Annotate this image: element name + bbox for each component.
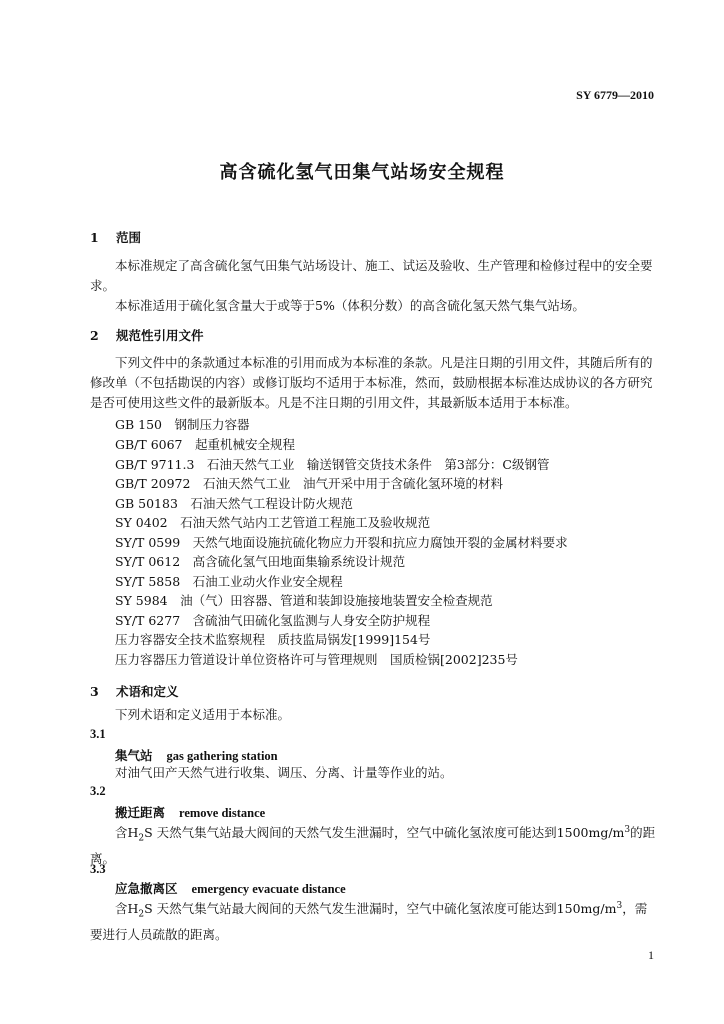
section-3-heading [90,682,179,700]
section-number: 1 [90,230,99,245]
section-number: 2 [90,328,99,343]
reference-item: GB 150 钢制压力容器 [115,417,250,432]
section-title: 规范性引用文件 [116,328,204,343]
page-number: 1 [648,948,654,962]
term-en: remove distance [179,806,266,820]
reference-item: SY/T 6277 含硫油气田硫化氢监测与人身安全防护规程 [115,613,431,628]
paragraph: 本标准适用于硫化氢含量大于或等于5%（体积分数）的高含硫化氢天然气集气站场。 [115,298,585,313]
reference-item: SY/T 0612 高含硫化氢气田地面集输系统设计规范 [115,554,406,569]
clause-number: 3.3 [90,862,106,876]
reference-item: SY/T 0599 天然气地面设施抗硫化物应力开裂和抗应力腐蚀开裂的金属材料要求 [115,535,568,550]
reference-item: 压力容器压力管道设计单位资格许可与管理规则 国质检锅[2002]235号 [115,652,518,667]
clause-number: 3.2 [90,784,106,798]
paragraph: 下列文件中的条款通过本标准的引用而成为本标准的条款。凡是注日期的引用文件，其随后所有的修改单（不包括勘误的内容）或修订版均不适用于本标准，然而，鼓励根据本标准达成协议的各方研究是否可使用这些文件的最新版本。凡是不注日期的引用文件，其最新版本适用于本标准。 [90,355,653,410]
reference-item: 压力容器安全技术监察规程 质技监局锅发[1999]154号 [115,632,431,647]
reference-item: GB/T 20972 石油天然气工业 油气开采中用于含硫化氢环境的材料 [115,476,503,491]
term-heading [115,746,278,764]
document-title: 高含硫化氢气田集气站场安全规程 [219,162,505,183]
reference-item: GB 50183 石油天然气工程设计防火规范 [115,496,353,511]
reference-item: SY/T 5858 石油工业动火作业安全规程 [115,574,343,589]
reference-item: GB/T 9711.3 石油天然气工业 输送钢管交货技术条件 第3部分：C级钢管 [115,457,550,472]
section-2-heading [90,326,204,344]
term-heading [115,879,346,897]
term-cn: 应急撤离区 [115,881,178,896]
section-1-heading [90,228,141,246]
term-definition: 含$H_2S$ 天然气集气站最大阀间的天然气发生泄漏时，空气中硫化氢浓度可能达到$1500mg/m^3$的距离。 [90,825,656,866]
term-definition: 含$H_2S$ 天然气集气站最大阀间的天然气发生泄漏时，空气中硫化氢浓度可能达到$150mg/m^3$，需要进行人员疏散的距离。 [90,901,648,942]
paragraph: 下列术语和定义适用于本标准。 [115,707,291,722]
reference-item: GB/T 6067 起重机械安全规程 [115,437,296,452]
term-heading [115,803,265,821]
reference-item: SY 5984 油（气）田容器、管道和装卸设施接地装置安全检查规范 [115,593,493,608]
term-en: emergency evacuate distance [191,882,346,896]
term-cn: 搬迁距离 [115,805,166,820]
standard-number: SY 6779—2010 [576,88,654,102]
paragraph: 本标准规定了高含硫化氢气田集气站场设计、施工、试运及验收、生产管理和检修过程中的安全要求。 [90,258,653,293]
section-number: 3 [90,684,99,699]
term-definition: 对油气田产天然气进行收集、调压、分离、计量等作业的站。 [115,765,453,780]
term-cn: 集气站 [115,748,153,763]
reference-item: SY 0402 石油天然气站内工艺管道工程施工及验收规范 [115,515,431,530]
clause-number: 3.1 [90,727,106,741]
section-title: 术语和定义 [116,684,179,699]
section-title: 范围 [116,230,142,245]
term-en: gas gathering station [166,749,278,763]
